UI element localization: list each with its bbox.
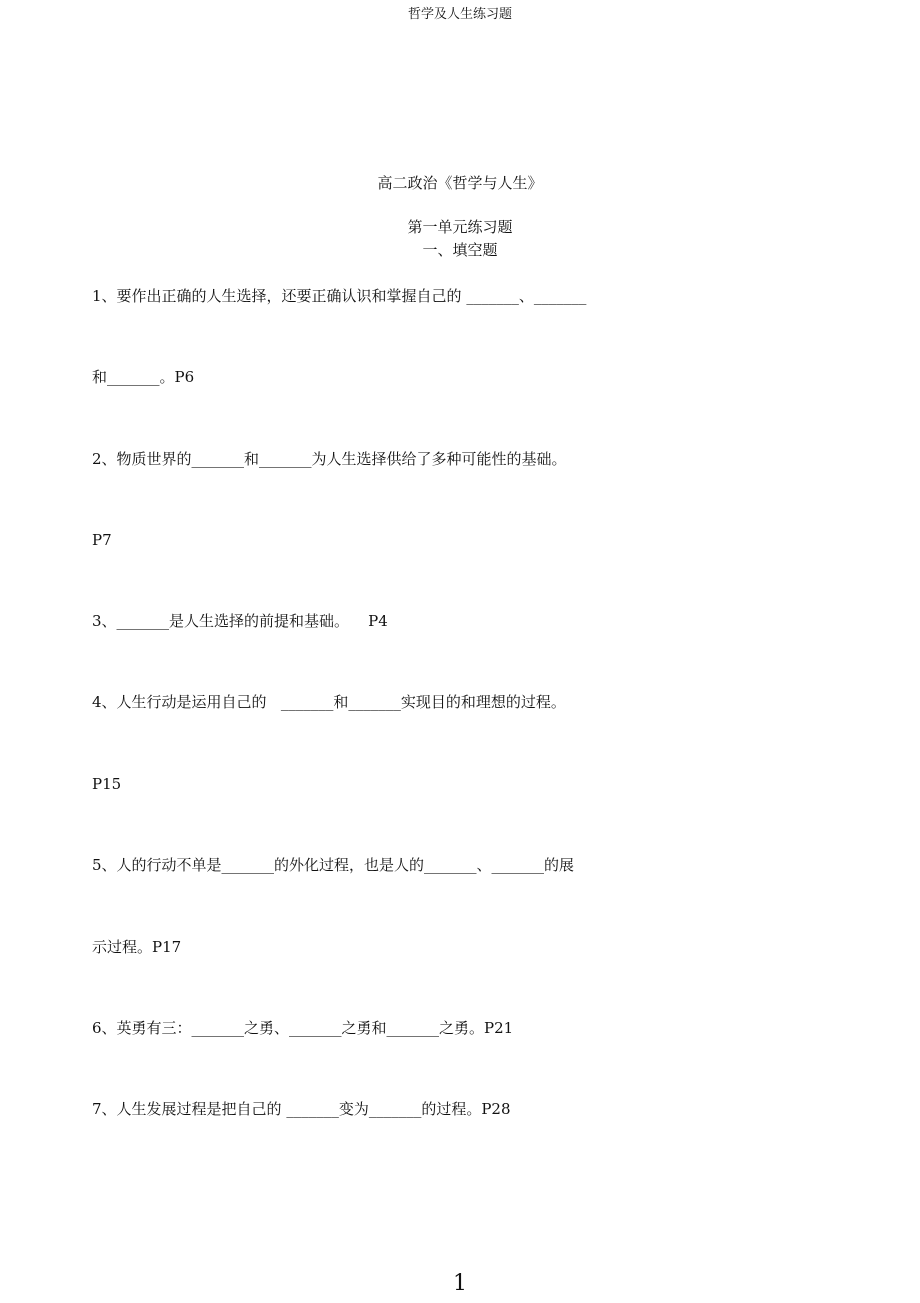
unit-heading: 第一单元练习题 — [407, 218, 513, 236]
question-3-line-1: 3、_______是人生选择的前提和基础。 P4 — [92, 612, 388, 630]
question-2-line-1: 2、物质世界的_______和_______为人生选择供给了多种可能性的基础。 — [92, 450, 567, 468]
question-4-line-1: 4、人生行动是运用自己的 _______和_______实现目的和理想的过程。 — [92, 693, 566, 711]
page-number: 1 — [453, 1271, 467, 1296]
question-1-line-1: 1、要作出正确的人生选择，还要正确认识和掌握自己的 _______、_______ — [92, 287, 587, 305]
question-5-line-1: 5、人的行动不单是_______的外化过程，也是人的_______、_______的展 — [92, 856, 575, 874]
section-heading: 一、填空题 — [422, 241, 498, 259]
question-7-line-1: 7、人生发展过程是把自己的 _______变为_______的过程。P28 — [92, 1100, 511, 1118]
question-4-line-2: P15 — [92, 775, 122, 793]
question-6-line-1: 6、英勇有三：_______之勇、_______之勇和_______之勇。P21 — [92, 1019, 514, 1037]
running-header: 哲学及人生练习题 — [407, 7, 512, 22]
question-1-line-2: 和_______。P6 — [92, 368, 195, 386]
question-2-line-2: P7 — [92, 531, 112, 549]
question-5-line-2: 示过程。P17 — [92, 938, 182, 956]
document-title: 高二政治《哲学与人生》 — [377, 174, 543, 192]
